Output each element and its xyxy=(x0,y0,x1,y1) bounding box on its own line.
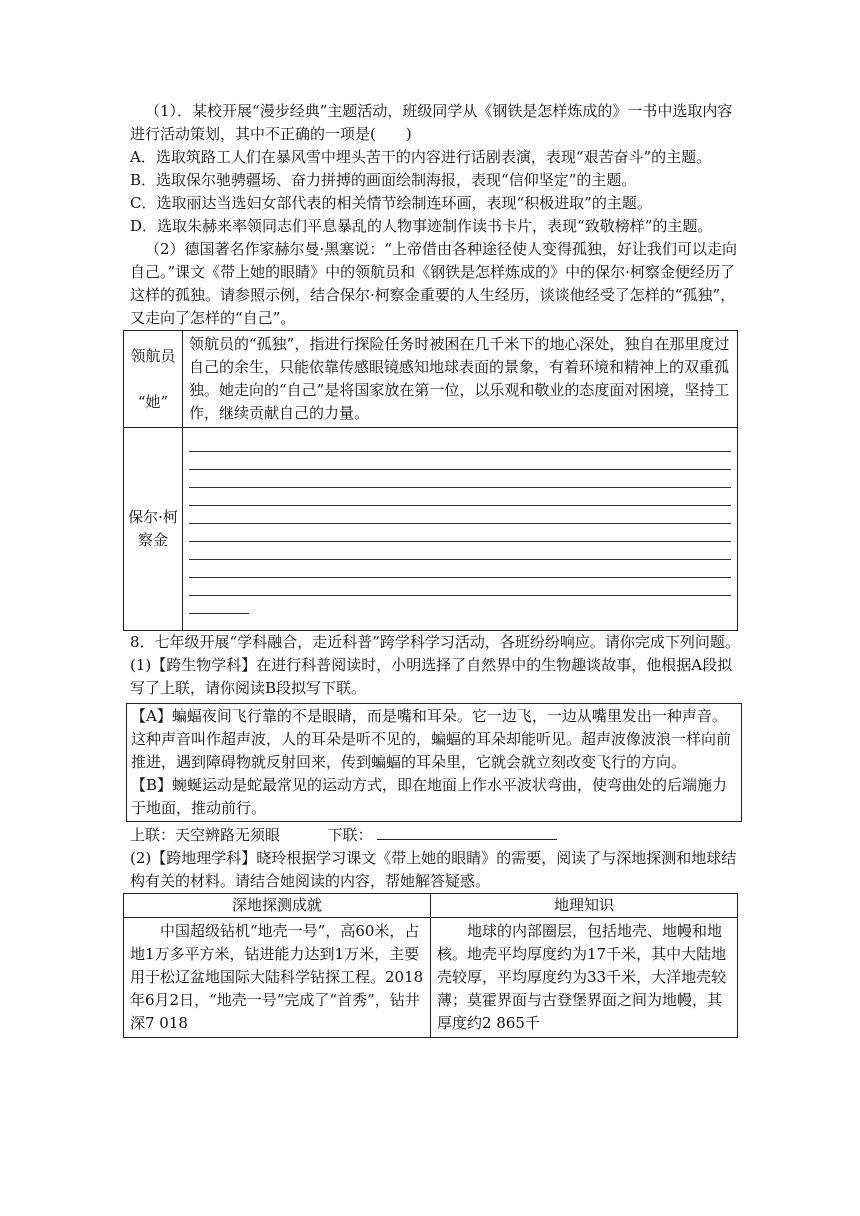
q7-part2-intro: （2）德国著名作家赫尔曼·黑塞说：“上帝借由各种途径使人变得孤独，好让我们可以走向自己。”课文《带上她的眼睛》中的领航员和《钢铁是怎样炼成的》中的保尔·柯察金便经历了这样的孤独。请参照示例，结合保尔·柯察金重要的人生经历，谈谈他经受了怎样的“孤独”，又走向了怎样的“自己”。 xyxy=(130,240,737,327)
answer-line[interactable] xyxy=(189,488,731,506)
answer-line[interactable] xyxy=(189,524,731,542)
couplet-line xyxy=(130,824,740,847)
answer-line[interactable] xyxy=(189,560,731,578)
navigator-label: 领航员 xyxy=(130,346,176,365)
couplet-lower-label: 下联： xyxy=(327,826,373,844)
passage-a: 【A】蝙蝠夜间飞行靠的不是眼睛，而是嘴和耳朵。它一边飞，一边从嘴里发出一种声音。这种声音叫作超声波，人的耳朵是听不见的，蝙蝠的耳朵却能听见。超声波像波浪一样向前推进，遇到障碍物就反射回来，传到蝙蝠的耳朵里，它就会就立刻改变飞行的方向。 xyxy=(131,707,732,771)
answer-line-short[interactable] xyxy=(189,596,249,614)
q7-part1-intro: （1）．某校开展“漫步经典”主题活动，班级同学从《钢铁是怎样炼成的》一书中选取内容进行活动策划，其中不正确的一项是( ) xyxy=(130,102,733,143)
her-label: “她” xyxy=(137,392,169,411)
geography-cell xyxy=(431,918,738,1038)
q7-option-b: B．选取保尔驰骋疆场、奋力拼搏的画面绘制海报，表现“信仰坚定”的主题。 xyxy=(130,171,637,189)
reading-passage-box xyxy=(126,703,742,822)
geology-table xyxy=(123,893,738,1038)
q8-intro: 8．七年级开展“学科融合，走近科普”跨学科学习活动，各班纷纷响应。请你完成下列问题。 xyxy=(130,633,740,651)
q8-part2-intro: (2)【跨地理学科】晓玲根据学习课文《带上她的眼睛》的需要，阅读了与深地探测和地球结构有关的材料。请结合她阅读的内容，帮她解答疑惑。 xyxy=(130,849,737,890)
exam-page xyxy=(130,100,740,1038)
geography-text: 地球的内部圈层，包括地壳、地幔和地核。地壳平均厚度约为17千米，其中大陆地壳较厚，平均厚度约为33千米，大洋地壳较薄；莫霍界面与古登堡界面之间为地幔，其厚度约2 865千 xyxy=(437,922,727,1032)
answer-line[interactable] xyxy=(189,578,731,596)
q8-part1-intro: (1)【跨生物学科】在进行科普阅读时，小明选择了自然界中的生物趣谈故事，他根据A段拟写了上联，请你阅读B段拟写下联。 xyxy=(130,656,733,697)
answer-line[interactable] xyxy=(189,506,731,524)
navigator-example-text: 领航员的“孤独”，指进行探险任务时被困在几千米下的地心深处，独自在那里度过自己的余生，只能依靠传感眼镜感知地球表面的景象，有着环境和精神上的双重孤独。她走向的“自己”是将国家放在第一位，以乐观和敬业的态度面对困境，坚持工作，继续贡献自己的力量。 xyxy=(189,335,730,422)
example-answer-table xyxy=(123,330,738,631)
couplet-upper: 上联：天空辨路无须眼 xyxy=(130,826,281,844)
pavel-answer-cell[interactable] xyxy=(183,428,738,631)
q7-option-d: D．选取朱赫来率领同志们平息暴乱的人物事迹制作读书卡片，表现“致敬榜样”的主题。 xyxy=(130,217,713,235)
deep-exploration-cell xyxy=(124,918,431,1038)
answer-line[interactable] xyxy=(189,452,731,470)
col-header-deep-exploration: 深地探测成就 xyxy=(124,894,431,918)
passage-b: 【B】蜿蜒运动是蛇最常见的运动方式，即在地面上作水平波状弯曲，使弯曲处的后端施力于地面，推动前行。 xyxy=(131,776,728,817)
pavel-header-cell xyxy=(124,428,183,631)
answer-line[interactable] xyxy=(189,542,731,560)
q7-option-c: C．选取丽达当选妇女部代表的相关情节绘制连环画，表现“积极进取”的主题。 xyxy=(130,194,652,212)
answer-line[interactable] xyxy=(189,470,731,488)
answer-line[interactable] xyxy=(189,434,731,452)
col-header-geography: 地理知识 xyxy=(431,894,738,918)
couplet-lower-blank[interactable] xyxy=(377,825,557,840)
q7-option-a: A．选取筑路工人们在暴风雪中埋头苦干的内容进行话剧表演，表现“艰苦奋斗”的主题。 xyxy=(130,148,712,166)
navigator-header-cell xyxy=(124,331,183,428)
pavel-label: 保尔·柯察金 xyxy=(128,508,178,549)
navigator-example-cell xyxy=(183,331,738,428)
deep-exploration-text: 中国超级钻机“地壳一号”，高60米，占地1万多平方米，钻进能力达到1万米，主要用于松辽盆地国际大陆科学钻探工程。2018年6月2日，“地壳一号”完成了“首秀”，钻井深7 018 xyxy=(130,922,424,1032)
